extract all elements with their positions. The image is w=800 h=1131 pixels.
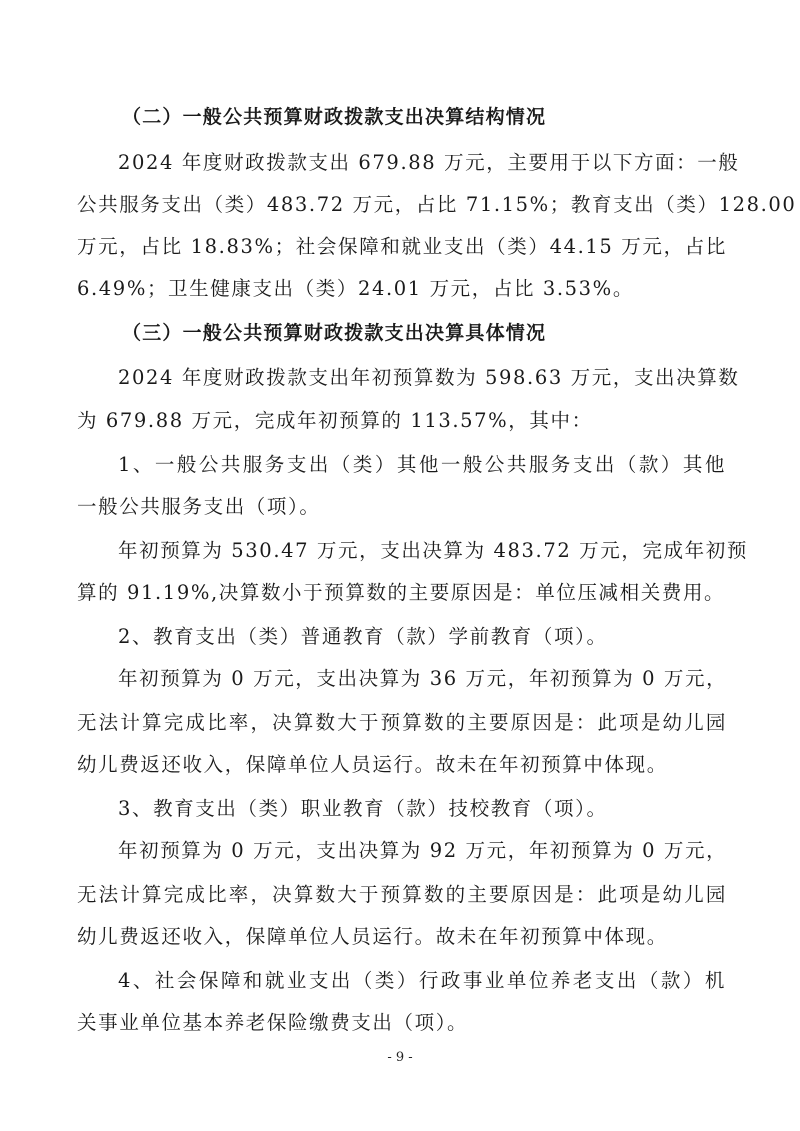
paragraph-line: 幼儿费返还收入，保障单位人员运行。故未在年初预算中体现。 bbox=[77, 925, 668, 948]
page-number: - 9 - bbox=[387, 1050, 413, 1065]
item-title: 2、教育支出（类）普通教育（款）学前教育（项）。 bbox=[118, 625, 608, 648]
paragraph-line: 公共服务支出（类）483.72 万元，占比 71.15%；教育支出（类）128.00 bbox=[77, 193, 797, 216]
item-title: 一般公共服务支出（项）。 bbox=[77, 495, 321, 518]
item-title: 3、教育支出（类）职业教育（款）技校教育（项）。 bbox=[118, 797, 608, 820]
section-heading-detail: （三）一般公共预算财政拨款支出决算具体情况 bbox=[122, 322, 547, 344]
paragraph-line: 无法计算完成比率，决算数大于预算数的主要原因是：此项是幼儿园 bbox=[77, 711, 727, 734]
paragraph-line: 幼儿费返还收入，保障单位人员运行。故未在年初预算中体现。 bbox=[77, 753, 668, 776]
paragraph-line: 无法计算完成比率，决算数大于预算数的主要原因是：此项是幼儿园 bbox=[77, 883, 727, 906]
paragraph-line: 年初预算为 0 万元，支出决算为 36 万元，年初预算为 0 万元， bbox=[118, 667, 728, 690]
paragraph-line: 2024 年度财政拨款支出 679.88 万元，主要用于以下方面：一般 bbox=[118, 151, 740, 174]
item-title: 4、社会保障和就业支出（类）行政事业单位养老支出（款）机 bbox=[118, 969, 726, 992]
item-title: 关事业单位基本养老保险缴费支出（项）。 bbox=[77, 1011, 469, 1034]
paragraph-line: 2024 年度财政拨款支出年初预算数为 598.63 万元，支出决算数 bbox=[118, 366, 740, 389]
section-heading-structure: （二）一般公共预算财政拨款支出决算结构情况 bbox=[122, 106, 547, 128]
paragraph-line: 算的 91.19%,决算数小于预算数的主要原因是：单位压减相关费用。 bbox=[77, 581, 726, 604]
paragraph-line: 为 679.88 万元，完成年初预算的 113.57%，其中： bbox=[77, 409, 593, 432]
paragraph-line: 年初预算为 0 万元，支出决算为 92 万元，年初预算为 0 万元， bbox=[118, 839, 728, 862]
paragraph-line: 6.49%；卫生健康支出（类）24.01 万元，占比 3.53%。 bbox=[77, 277, 634, 300]
paragraph-line: 年初预算为 530.47 万元，支出决算为 483.72 万元，完成年初预 bbox=[118, 539, 748, 562]
item-title: 1、一般公共服务支出（类）其他一般公共服务支出（款）其他 bbox=[118, 453, 726, 476]
paragraph-line: 万元，占比 18.83%；社会保障和就业支出（类）44.15 万元，占比 bbox=[77, 235, 727, 258]
